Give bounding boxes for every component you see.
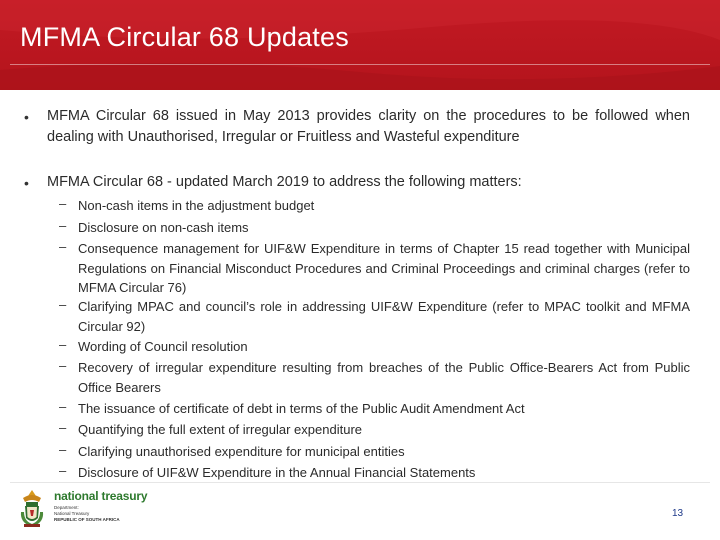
page-number: 13 — [672, 508, 684, 519]
logo-department-name: National Treasury — [54, 511, 90, 516]
sub-marker: – — [59, 297, 67, 312]
sub-item: Quantifying the full extent of irregular expenditure — [78, 422, 363, 437]
logo-name: national treasury — [54, 489, 148, 503]
bullet-text: MFMA Circular 68 - updated March 2019 to address the following matters: — [47, 174, 522, 190]
bullet-marker: • — [24, 109, 29, 125]
sub-marker: – — [59, 239, 67, 254]
sub-item: Non-cash items in the adjustment budget — [78, 198, 315, 213]
page-title: MFMA Circular 68 Updates — [20, 22, 349, 52]
sub-marker: – — [59, 358, 67, 373]
national-treasury-logo — [18, 488, 158, 530]
bullet-marker: • — [24, 175, 29, 191]
sub-item: Wording of Council resolution — [78, 339, 248, 354]
coat-of-arms-icon — [18, 488, 46, 528]
sub-marker: – — [59, 420, 67, 435]
bullet-text: MFMA Circular 68 issued in May 2013 provides clarity on the procedures to be followed when dealing with Unauthorised, Irregular or Fruitless and Wasteful expenditure — [47, 108, 690, 145]
sub-marker: – — [59, 399, 67, 414]
sub-marker: – — [59, 196, 67, 211]
sub-item: Disclosure on non-cash items — [78, 220, 249, 235]
footer-divider — [10, 482, 710, 483]
sub-marker: – — [59, 463, 67, 478]
sub-item: Clarifying unauthorised expenditure for municipal entities — [78, 444, 405, 459]
sub-marker: – — [59, 218, 67, 233]
sub-item: Clarifying MPAC and council’s role in addressing UIF&W Expenditure (refer to MPAC toolkit and MFMA Circular 92) — [78, 299, 690, 334]
sub-item: Disclosure of UIF&W Expenditure in the Annual Financial Statements — [78, 465, 476, 480]
logo-country: REPUBLIC OF SOUTH AFRICA — [54, 517, 120, 522]
sub-item: Consequence management for UIF&W Expenditure in terms of Chapter 15 read together with Municipal Regulations on Financial Misconduct Procedures and Criminal Proceedings and criminal charges (refer to MFMA Circular 76) — [78, 241, 690, 295]
sub-item: Recovery of irregular expenditure resulting from breaches of the Public Office-Bearers Act from Public Office Bearers — [78, 360, 690, 395]
sub-marker: – — [59, 442, 67, 457]
sub-marker: – — [59, 337, 67, 352]
logo-department: Department: — [54, 505, 79, 510]
sub-item: The issuance of certificate of debt in terms of the Public Audit Amendment Act — [78, 401, 525, 416]
